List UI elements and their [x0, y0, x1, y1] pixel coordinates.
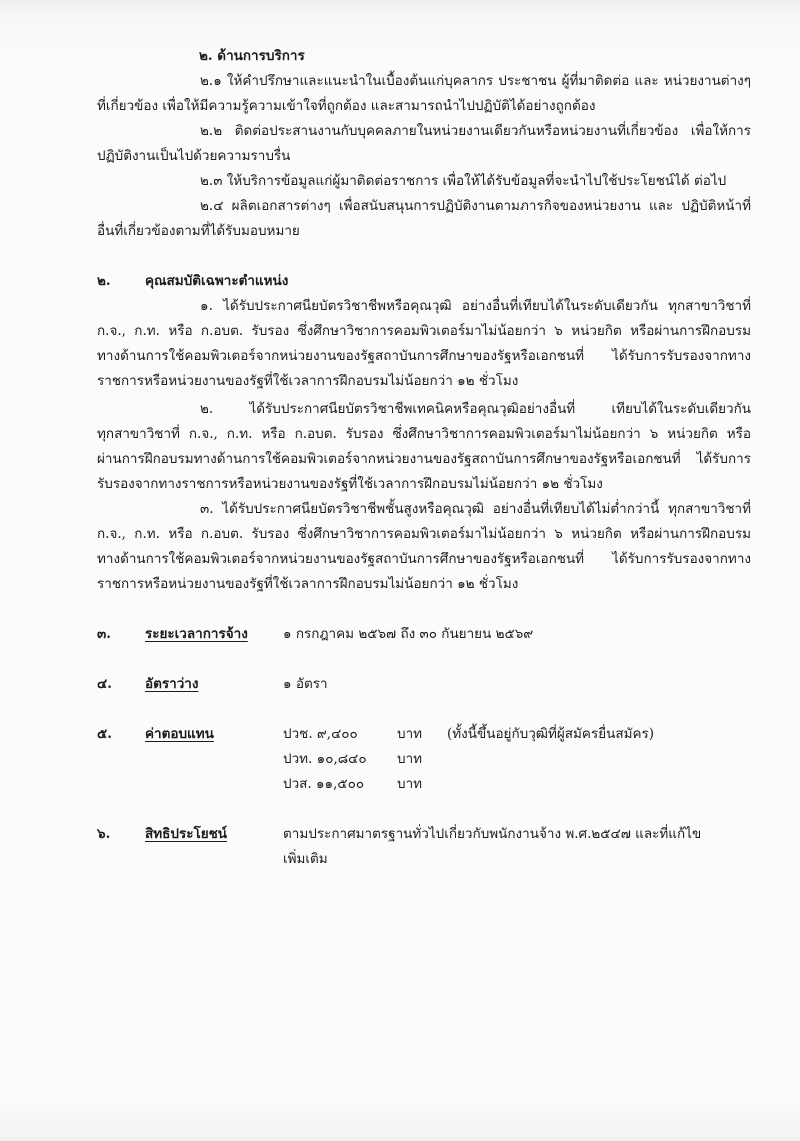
qualifications-number: ๒. [97, 273, 111, 289]
compensation-level-2: ปวท. ๑๐,๘๔๐ [283, 751, 367, 767]
service-item-4-line-1: ๒.๔ ผลิตเอกสารต่างๆ เพื่อสนับสนุนการปฏิบัติงานตามภารกิจของหน่วยงาน และ ปฏิบัติหน้าที่ [200, 198, 751, 214]
service-item-1-line-2: ที่เกี่ยวข้อง เพื่อให้มีความรู้ความเข้าใจที่ถูกต้อง และสามารถนำไปปฏิบัติได้อย่างถูกต้อง [97, 98, 596, 114]
qual-item-1-line-3: ทางด้านการใช้คอมพิวเตอร์จากหน่วยงานของรัฐสถาบันการศึกษาของรัฐหรือเอกชนที่ ได้รับการรับรองจากทาง [97, 348, 751, 364]
benefits-label: สิทธิประโยชน์ [145, 826, 228, 842]
vacancy-value: ๑ อัตรา [283, 676, 328, 692]
qual-item-1-line-2: ก.จ., ก.ท. หรือ ก.อบต. รับรอง ซึ่งศึกษาวิชาการคอมพิวเตอร์มาไม่น้อยกว่า ๖ หน่วยกิต หรือผ่านการฝึกอบรม [97, 323, 751, 339]
compensation-level-1: ปวช. ๙,๔๐๐ [283, 726, 358, 742]
service-item-2-line-2: ปฏิบัติงานเป็นไปด้วยความราบรื่น [97, 148, 291, 164]
duration-label: ระยะเวลาการจ้าง [145, 626, 248, 642]
benefits-line-2: เพิ่มเติม [283, 851, 328, 867]
duration-number: ๓. [97, 626, 111, 642]
service-item-1-line-1: ๒.๑ ให้คำปรึกษาและแนะนำในเบื้องต้นแก่บุคลากร ประชาชน ผู้ที่มาติดต่อ และ หน่วยงานต่างๆ [200, 73, 751, 89]
vacancy-label: อัตราว่าง [145, 676, 199, 692]
qual-item-1-line-4: ราชการหรือหน่วยงานของรัฐที่ใช้เวลาการฝึกอบรมไม่น้อยกว่า ๑๒ ชั่วโมง [97, 373, 519, 389]
qualifications-heading: คุณสมบัติเฉพาะตำแหน่ง [145, 273, 289, 289]
compensation-unit-1: บาท [397, 726, 423, 742]
qual-item-1-line-1: ๑. ได้รับประกาศนียบัตรวิชาชีพหรือคุณวุฒิ อย่างอื่นที่เทียบได้ในระดับเดียวกัน ทุกสาขาวิชาที่ [200, 298, 751, 314]
compensation-level-3: ปวส. ๑๑,๕๐๐ [283, 776, 365, 792]
qual-item-3-line-4: ราชการหรือหน่วยงานของรัฐที่ใช้เวลาการฝึกอบรมไม่น้อยกว่า ๑๒ ชั่วโมง [97, 576, 519, 592]
vacancy-number: ๔. [97, 676, 112, 692]
benefits-number: ๖. [97, 826, 111, 842]
service-item-2-line-1: ๒.๒ ติดต่อประสานงานกับบุคคลภายในหน่วยงานเดียวกันหรือหน่วยงานที่เกี่ยวข้อง เพื่อให้การ [200, 123, 751, 139]
qual-item-2-line-4: รับรองจากทางราชการหรือหน่วยงานของรัฐที่ใช้เวลาการฝึกอบรมไม่น้อยกว่า ๑๒ ชั่วโมง [97, 476, 603, 492]
compensation-label: ค่าตอบแทน [145, 726, 214, 742]
compensation-number: ๕. [97, 726, 112, 742]
qual-item-3-line-1: ๓. ได้รับประกาศนียบัตรวิชาชีพชั้นสูงหรือคุณวุฒิ อย่างอื่นที่เทียบได้ไม่ต่ำกว่านี้ ทุกสาขาวิชาที่ [200, 501, 751, 517]
qual-item-2-line-1: ๒. ได้รับประกาศนียบัตรวิชาชีพเทคนิคหรือคุณวุฒิอย่างอื่นที่ เทียบได้ในระดับเดียวกัน [200, 401, 751, 417]
compensation-unit-2: บาท [397, 751, 423, 767]
service-item-3-line-1: ๒.๓ ให้บริการข้อมูลแก่ผู้มาติดต่อราชการ เพื่อให้ได้รับข้อมูลที่จะนำไปใช้ประโยชน์ได้ ต่อไป [200, 173, 727, 189]
qual-item-3-line-2: ก.จ., ก.ท. หรือ ก.อบต. รับรอง ซึ่งศึกษาวิชาการคอมพิวเตอร์มาไม่น้อยกว่า ๖ หน่วยกิต หรือผ่านการฝึกอบรม [97, 526, 751, 542]
benefits-line-1: ตามประกาศมาตรฐานทั่วไปเกี่ยวกับพนักงานจ้าง พ.ศ.๒๕๔๗ และที่แก้ไข [283, 826, 702, 842]
qual-item-2-line-3: ผ่านการฝึกอบรมทางด้านการใช้คอมพิวเตอร์จากหน่วยงานของรัฐสถาบันการศึกษาของรัฐหรือเอกชนที่ ได้รับการ [97, 451, 751, 467]
compensation-unit-3: บาท [397, 776, 423, 792]
qual-item-3-line-3: ทางด้านการใช้คอมพิวเตอร์จากหน่วยงานของรัฐสถาบันการศึกษาของรัฐหรือเอกชนที่ ได้รับการรับรองจากทาง [97, 551, 751, 567]
service-heading: ๒. ด้านการบริการ [199, 48, 305, 64]
duration-value: ๑ กรกฎาคม ๒๕๖๗ ถึง ๓๐ กันยายน ๒๕๖๙ [283, 626, 534, 642]
compensation-note: (ทั้งนี้ขึ้นอยู่กับวุฒิที่ผู้สมัครยื่นสมัคร) [447, 726, 655, 742]
qual-item-2-line-2: ทุกสาขาวิชาที่ ก.จ., ก.ท. หรือ ก.อบต. รับรอง ซึ่งศึกษาวิชาการคอมพิวเตอร์มาไม่น้อยกว่า ๖ หน่วยกิต หรือ [97, 426, 751, 442]
service-item-4-line-2: อื่นที่เกี่ยวข้องตามที่ได้รับมอบหมาย [97, 223, 300, 239]
